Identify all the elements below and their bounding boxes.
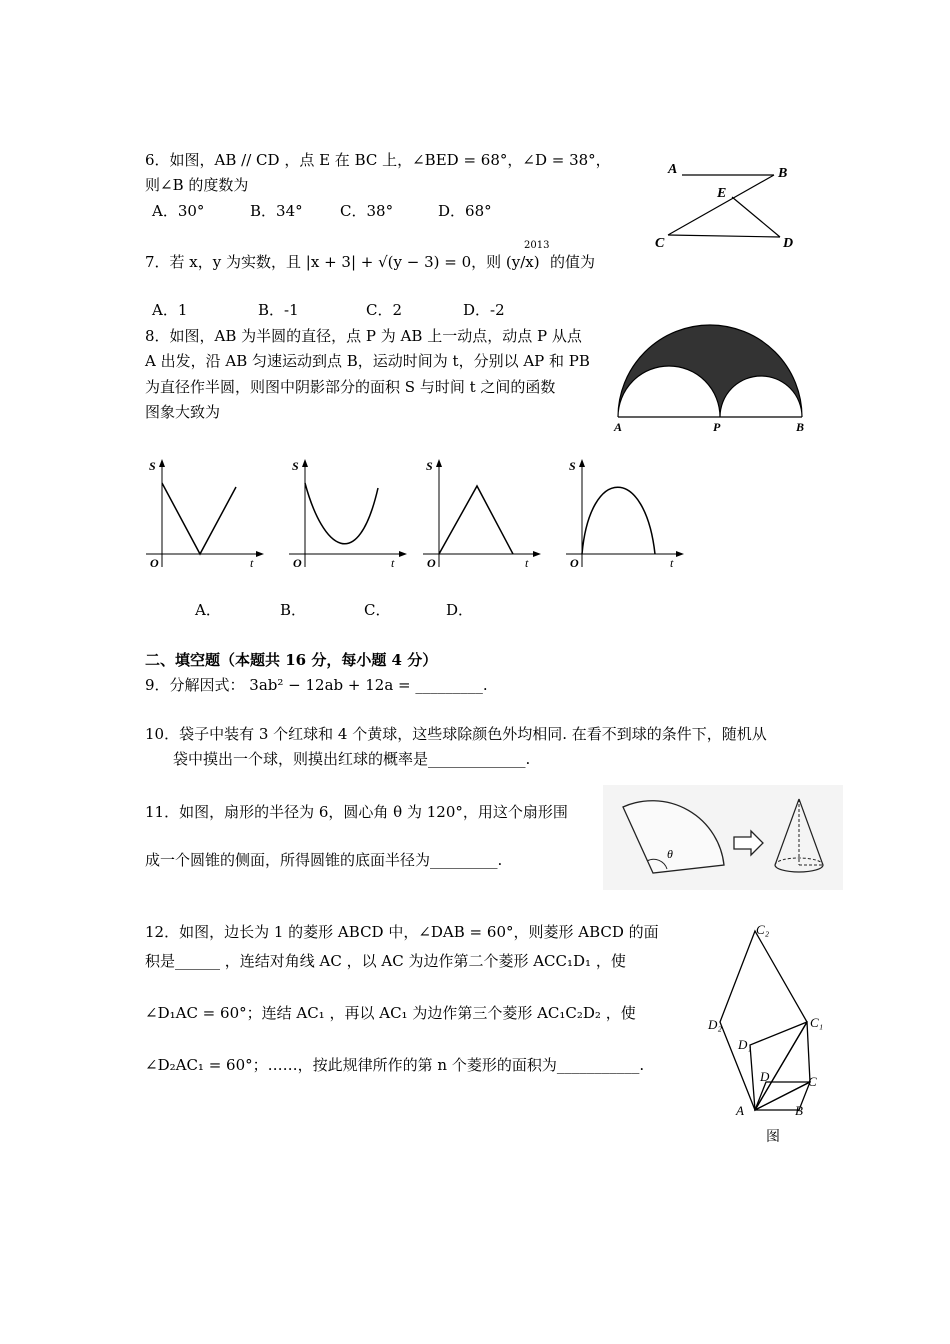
q12-label-c2: C₂: [756, 922, 770, 937]
q11-theta-label: θ: [667, 847, 673, 861]
q8-line3: 为直径作半圆，则图中阴影部分的面积 S 与时间 t 之间的函数: [145, 378, 556, 396]
q8-option-b: B．: [280, 601, 307, 619]
q8-graph-c-s: S: [426, 459, 433, 473]
q12-figure-caption: 图: [766, 1130, 780, 1145]
q8-graph-c: [417, 455, 547, 575]
q12-label-b: B: [795, 1103, 803, 1118]
q10-line2: 袋中摸出一个球，则摸出红球的概率是_____________.: [173, 750, 531, 768]
q8-graph-a-t: t: [250, 556, 254, 570]
q12-line1: 12．如图，边长为 1 的菱形 ABCD 中，∠DAB = 60°，则菱形 ABCD 的面: [145, 923, 659, 941]
q6-label-a: A: [668, 162, 678, 177]
q8-graph-d-t: t: [670, 556, 674, 570]
q7-tail: 的值为: [550, 253, 596, 271]
q12-line2: 积是______ ，连结对角线 AC ，以 AC 为边作第二个菱形 ACC₁D₁ ，使: [145, 952, 626, 970]
q6-label-b: B: [778, 166, 788, 181]
q7-option-a: A．1: [152, 301, 188, 319]
q8-line2: A 出发，沿 AB 匀速运动到点 B，运动时间为 t，分别以 AP 和 PB: [145, 352, 590, 370]
q8-option-a: A．: [195, 601, 221, 619]
q6-line1: 6．如图，AB // CD ，点 E 在 BC 上，∠BED = 68°，∠D = 38°，: [145, 151, 611, 169]
q8-label-p: P: [713, 420, 721, 434]
q6-option-a: A．30°: [152, 202, 205, 220]
q8-graph-b-s: S: [292, 459, 299, 473]
q8-line1: 8．如图，AB 为半圆的直径，点 P 为 AB 上一动点，动点 P 从点: [145, 327, 582, 345]
q6-option-d: D．68°: [438, 202, 492, 220]
q7-line1: 7．若 x，y 为实数，且 |x + 3| + √(y − 3) = 0，则 (y/x): [145, 253, 540, 271]
q8-graph-b-t: t: [391, 556, 395, 570]
q12-label-c: C: [808, 1074, 817, 1089]
q12-line3: ∠D₁AC = 60°；连结 AC₁ ，再以 AC₁ 为边作第三个菱形 AC₁C₂D₂ ，使: [145, 1004, 636, 1022]
q6-option-b: B．34°: [250, 202, 303, 220]
q8-label-a: A: [614, 420, 623, 434]
q8-graph-d-o: O: [570, 556, 579, 570]
q11-line1: 11．如图，扇形的半径为 6，圆心角 θ 为 120°，用这个扇形围: [145, 803, 568, 821]
q8-graph-b: [283, 455, 413, 575]
q8-graph-c-t: t: [525, 556, 529, 570]
q12-label-c1: C₁: [810, 1015, 824, 1030]
q12-label-d1: D₁: [738, 1037, 752, 1052]
q8-graph-d-s: S: [569, 459, 576, 473]
q7-option-b: B．-1: [258, 301, 299, 319]
q12-label-d: D: [760, 1069, 770, 1084]
q7-exponent: 2013: [524, 240, 550, 251]
q8-graph-c-o: O: [427, 556, 436, 570]
q7-option-d: D．-2: [463, 301, 505, 319]
q8-graph-a: [140, 455, 270, 575]
q8-graph-a-s: S: [149, 459, 156, 473]
section2-title: 二、填空题（本题共 16 分，每小题 4 分）: [145, 651, 438, 669]
q6-option-c: C．38°: [340, 202, 394, 220]
q6-label-e: E: [717, 186, 727, 201]
q8-graph-b-o: O: [293, 556, 302, 570]
q12-rhombus-figure: [700, 915, 840, 1150]
q11-figure: [603, 785, 843, 890]
q6-line2: 则∠B 的度数为: [145, 176, 249, 194]
q8-option-c: C．: [364, 601, 391, 619]
q6-label-d: D: [783, 236, 794, 251]
q6-label-c: C: [655, 236, 665, 251]
q9-text: 9．分解因式： 3ab² − 12ab + 12a = _________.: [145, 676, 488, 694]
q12-label-d2: D₂: [708, 1017, 722, 1032]
q12-line4: ∠D₂AC₁ = 60°；……，按此规律所作的第 n 个菱形的面积为___________.: [145, 1056, 645, 1074]
q8-semicircle-figure: [612, 320, 812, 435]
q12-label-a: A: [736, 1103, 744, 1118]
q8-label-b: B: [796, 420, 805, 434]
q6-figure: [650, 155, 810, 255]
q8-graph-d: [560, 455, 690, 575]
q11-line2: 成一个圆锥的侧面，所得圆锥的底面半径为_________.: [145, 851, 503, 869]
q8-graph-a-o: O: [150, 556, 159, 570]
q8-line4: 图象大致为: [145, 403, 221, 421]
q10-line1: 10．袋子中装有 3 个红球和 4 个黄球，这些球除颜色外均相同. 在看不到球的条件下，随机从: [145, 725, 767, 743]
q8-option-d: D．: [446, 601, 474, 619]
q7-option-c: C．2: [366, 301, 403, 319]
